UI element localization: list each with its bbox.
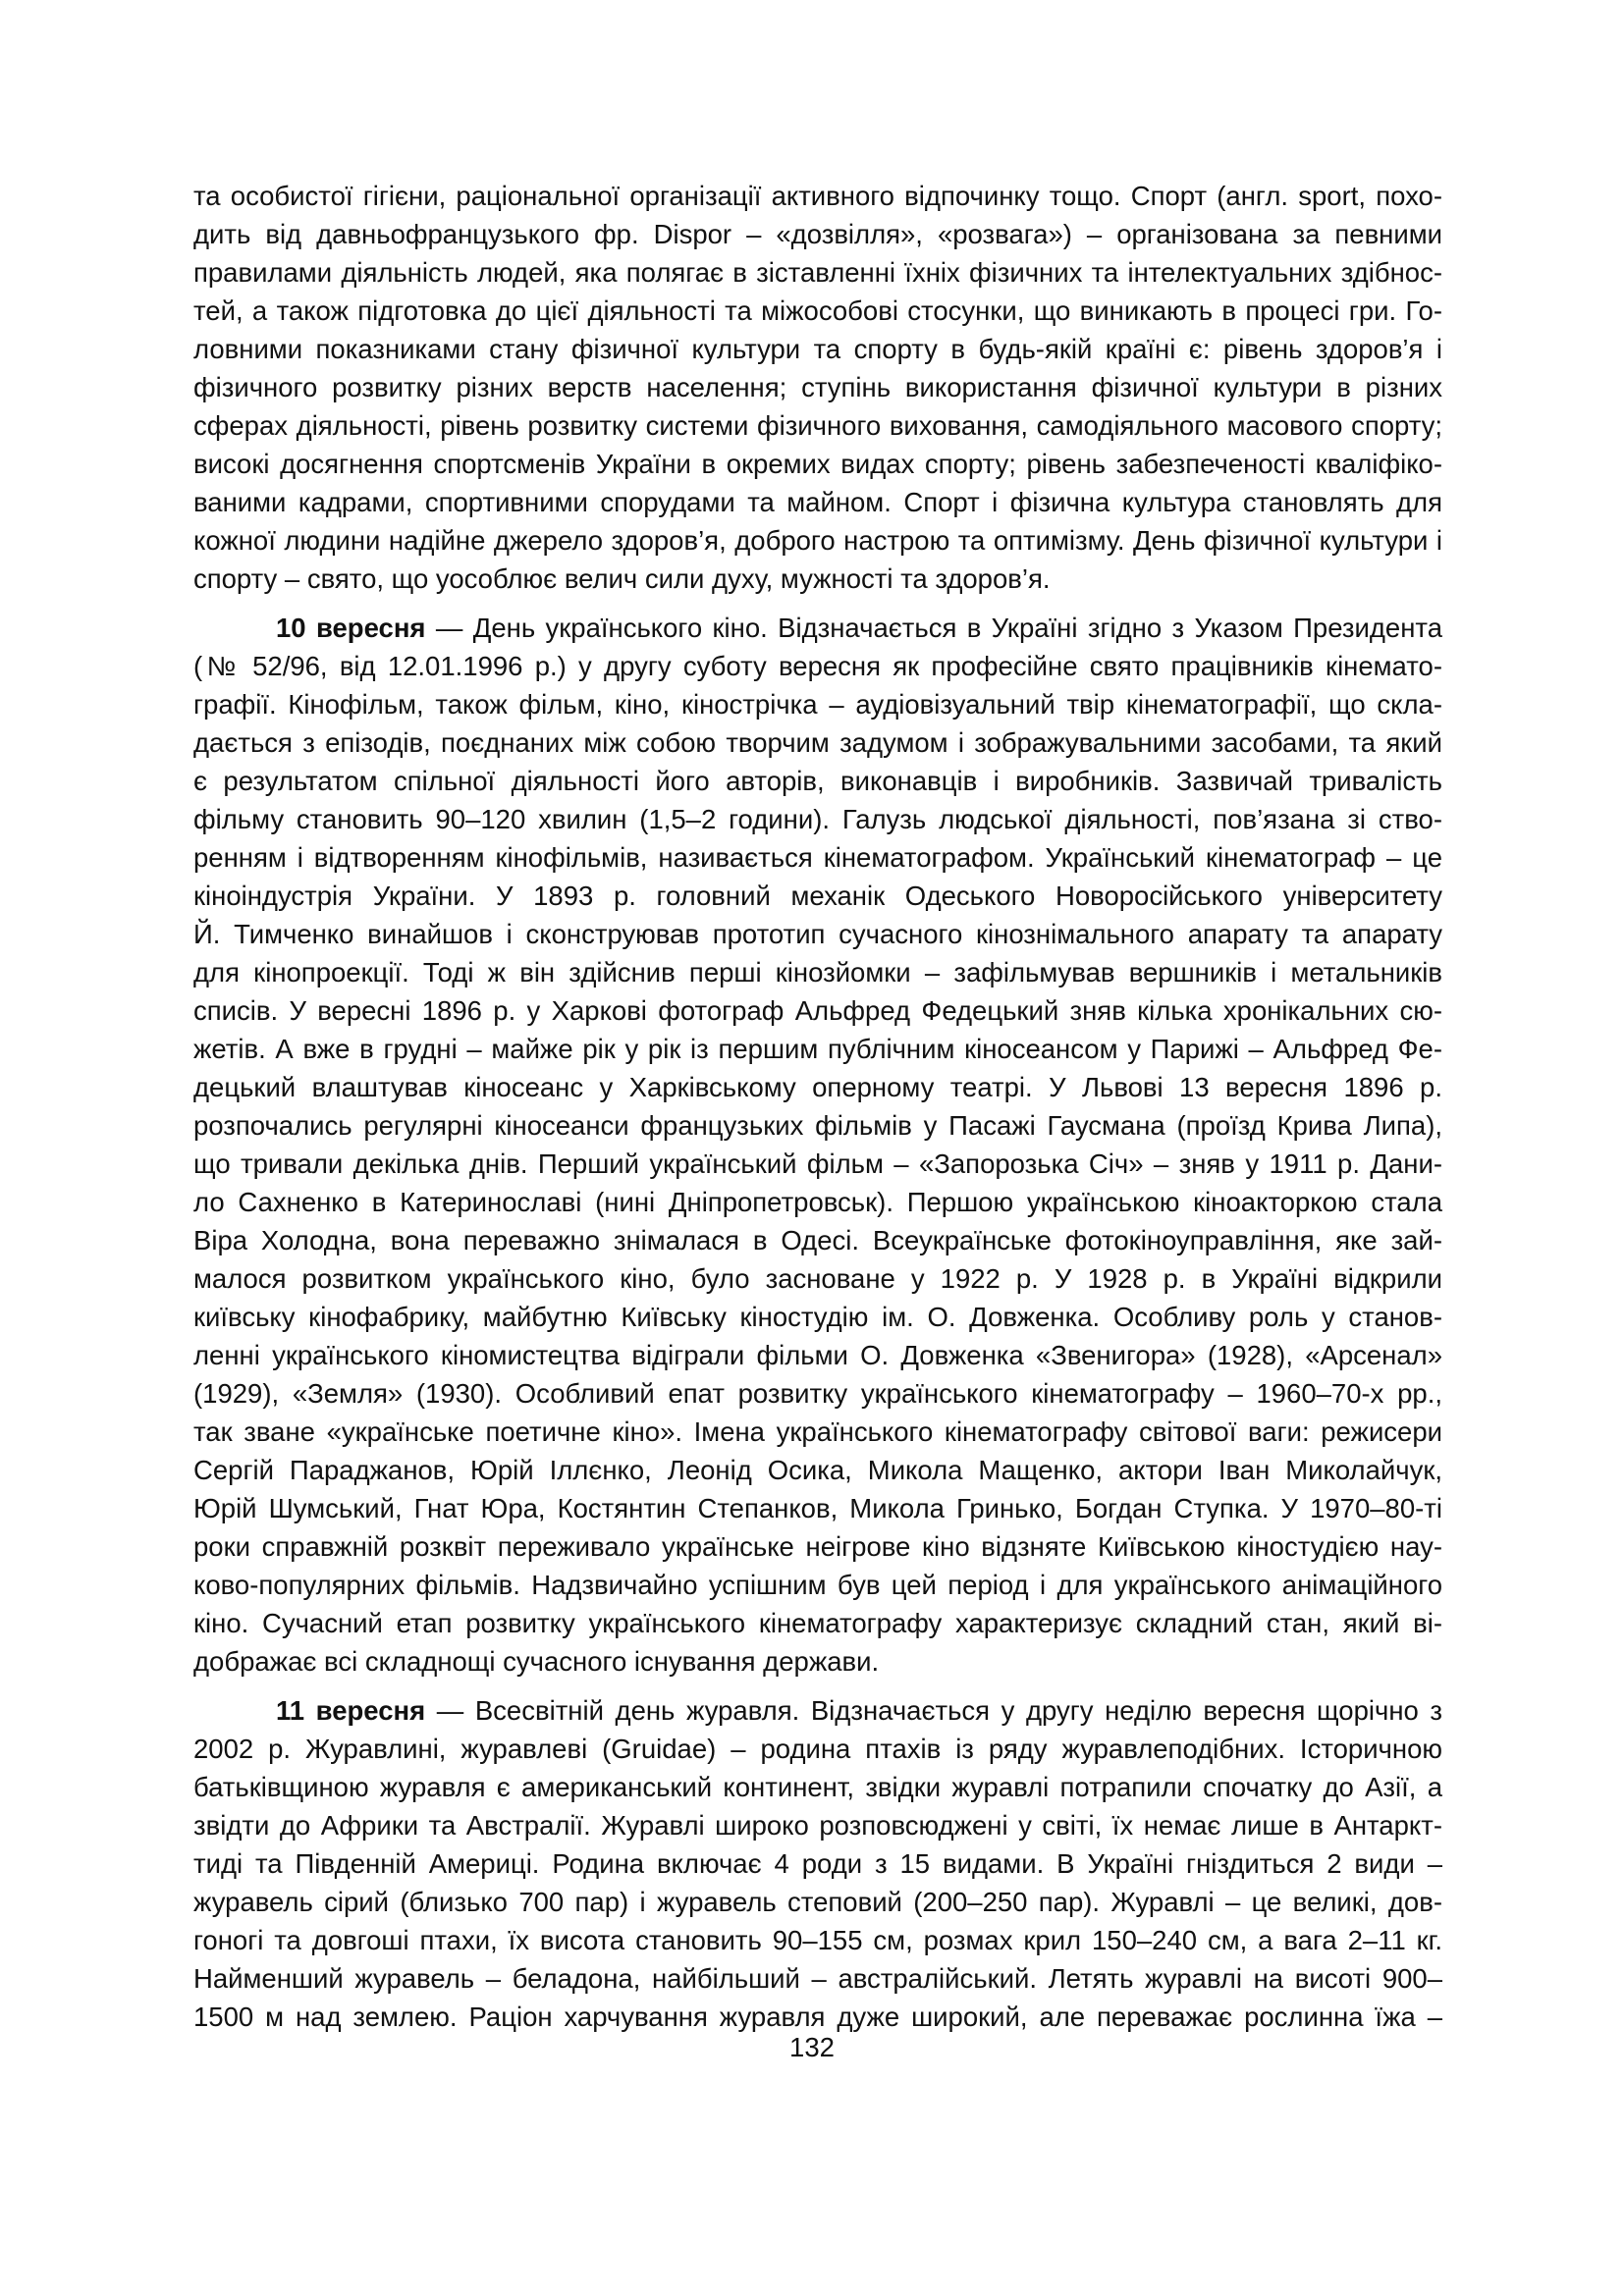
text-line (193, 800, 1442, 838)
paragraph (193, 1691, 1442, 2036)
text-line (193, 1604, 1442, 1642)
line-text: 1500 м над землею. Раціон харчування журавля дуже широкий, але переважає рослинна їжа – (193, 2002, 1442, 2032)
line-text: списів. У вересні 1896 р. у Харкові фотограф Альфред Федецький зняв кілька хронікальних сю- (193, 995, 1442, 1026)
page-body (193, 177, 1442, 2036)
line-text: (№ 52/96, від 12.01.1996 р.) у другу суботу вересня як професійне свято працівників кінемато- (193, 651, 1442, 681)
text-line (193, 1183, 1442, 1221)
line-text: так зване «українське поетичне кіно». Імена українського кінематографу світової ваги: режисери (193, 1416, 1442, 1447)
text-line (193, 1642, 1442, 1681)
text-line (193, 953, 1442, 991)
text-line (193, 1106, 1442, 1145)
paragraph (193, 609, 1442, 1681)
line-text: графії. Кінофільм, також фільм, кіно, кінострічка – аудіовізуальний твір кінематографії, що скла- (193, 689, 1442, 720)
text-line (193, 1921, 1442, 1959)
text-line (193, 915, 1442, 953)
text-line (193, 723, 1442, 762)
line-text: роки справжній розквіт переживало українське неігрове кіно відзняте Київською кіностудією нау- (193, 1531, 1442, 1562)
text-line (193, 1413, 1442, 1451)
line-text: дображає всі складнощі сучасного існування держави. (193, 1646, 880, 1677)
text-line (193, 177, 1442, 215)
line-text: є результатом спільної діяльності його авторів, виконавців і виробників. Зазвичай тривалість (193, 766, 1442, 796)
text-line (193, 1145, 1442, 1183)
text-line (193, 560, 1442, 598)
text-line (193, 215, 1442, 253)
text-line (193, 1527, 1442, 1566)
line-text: Сергій Параджанов, Юрій Іллєнко, Леонід Осика, Микола Мащенко, актори Іван Миколайчук, (193, 1455, 1442, 1485)
date-heading: 10 вересня (276, 613, 426, 643)
line-text: малося розвитком українського кіно, було засноване у 1922 р. У 1928 р. в Україні відкрили (193, 1263, 1442, 1294)
line-text: правилами діяльність людей, яка полягає в зіставленні їхніх фізичних та інтелектуальних здібнос- (193, 257, 1442, 288)
line-text: спорту – свято, що уособлює велич сили духу, мужності та здоров’я. (193, 563, 1051, 594)
text-line (193, 838, 1442, 877)
line-text: — Всесвітній день журавля. Відзначається у другу неділю вересня щорічно з (425, 1695, 1442, 1726)
text-line (193, 1068, 1442, 1106)
line-text: ково-популярних фільмів. Надзвичайно успішним був цей період і для українського анімаційного (193, 1570, 1442, 1600)
text-line (193, 762, 1442, 800)
line-text: Віра Холодна, вона переважно знімалася в Одесі. Всеукраїнське фотокіноуправління, яке зай- (193, 1225, 1442, 1255)
line-text: Й. Тимченко винайшов і сконструював прототип сучасного кінознімального апарату та апарату (193, 919, 1442, 949)
line-text: київську кінофабрику, майбутню Київську кіностудію ім. О. Довженка. Особливу роль у станов- (193, 1302, 1442, 1332)
line-text: та особистої гігієни, раціональної організації активного відпочинку тощо. Спорт (англ. sport, похо- (193, 181, 1442, 211)
text-line (193, 1259, 1442, 1298)
line-text: звідти до Африки та Австралії. Журавлі широко розповсюджені у світі, їх немає лише в Антаркт- (193, 1810, 1442, 1841)
line-text: децький влаштував кіносеанс у Харківському оперному театрі. У Львові 13 вересня 1896 р. (193, 1072, 1442, 1102)
text-line (193, 1221, 1442, 1259)
line-text: Найменший журавель – беладона, найбільший – австралійський. Летять журавлі на висоті 900– (193, 1963, 1442, 1994)
line-text: що тривали декілька днів. Перший український фільм – «Запорозька Січ» – зняв у 1911 р. Дани- (193, 1148, 1442, 1179)
text-line (193, 521, 1442, 560)
text-line (193, 685, 1442, 723)
text-line (193, 1883, 1442, 1921)
line-text: (1929), «Земля» (1930). Особливий епат розвитку українського кінематографу – 1960–70-х рр., (193, 1378, 1442, 1409)
line-text: сферах діяльності, рівень розвитку системи фізичного виховання, самодіяльного масового спорту; (193, 410, 1442, 441)
text-line (193, 1959, 1442, 1998)
text-line (193, 1730, 1442, 1768)
line-text: ловними показниками стану фізичної культури та спорту в будь-якій країні є: рівень здоров’я і (193, 334, 1442, 364)
line-text: фізичного розвитку різних верств населення; ступінь використання фізичної культури в різних (193, 372, 1442, 402)
line-text: Юрій Шумський, Гнат Юра, Костянтин Степанков, Микола Гринько, Богдан Ступка. У 1970–80-ті (193, 1493, 1442, 1523)
line-text: дається з епізодів, поєднаних між собою творчим задумом і зображувальними засобами, та який (193, 727, 1442, 758)
line-text: — День українського кіно. Відзначається в Україні згідно з Указом Президента (425, 613, 1442, 643)
text-line (193, 609, 1442, 647)
text-line (193, 1806, 1442, 1844)
line-text: високі досягнення спортсменів України в окремих видах спорту; рівень забезпеченості кваліфіко- (193, 449, 1442, 479)
line-text: тиді та Південній Америці. Родина включає 4 роди з 15 видами. В Україні гніздиться 2 види – (193, 1848, 1442, 1879)
line-text: кіно. Сучасний етап розвитку українського кінематографу характеризує складний стан, який ві- (193, 1608, 1442, 1638)
line-text: ло Сахненко в Катеринославі (нині Дніпропетровськ). Першою українською кіноакторкою стала (193, 1187, 1442, 1217)
line-text: ленні українського кіномистецтва відіграли фільми О. Довженка «Звенигора» (1928), «Арсенал» (193, 1340, 1442, 1370)
line-text: кожної людини надійне джерело здоров’я, доброго настрою та оптимізму. День фізичної культури і (193, 525, 1442, 556)
line-text: тей, а також підготовка до цієї діяльності та міжособові стосунки, що виникають в процесі гри. Го- (193, 295, 1442, 326)
text-line (193, 1451, 1442, 1489)
text-line (193, 292, 1442, 330)
text-line (193, 483, 1442, 521)
line-text: ваними кадрами, спортивними спорудами та майном. Спорт і фізична культура становлять для (193, 487, 1442, 517)
text-line (193, 253, 1442, 292)
text-line (193, 1691, 1442, 1730)
text-line (193, 368, 1442, 406)
page-number: 132 (789, 2032, 835, 2062)
text-line (193, 1336, 1442, 1374)
line-text: кіноіндустрія України. У 1893 р. головний механік Одеського Новоросійського університету (193, 881, 1442, 911)
text-line (193, 1998, 1442, 2036)
line-text: фільму становить 90–120 хвилин (1,5–2 години). Галузь людської діяльності, пов’язана зі ство- (193, 804, 1442, 834)
line-text: журавель сірий (близько 700 пар) і журавель степовий (200–250 пар). Журавлі – це великі, дов- (193, 1887, 1442, 1917)
line-text: розпочались регулярні кіносеанси французьких фільмів у Пасажі Гаусмана (проїзд Крива Липа), (193, 1110, 1442, 1141)
line-text: батьківщиною журавля є американський континент, звідки журавлі потрапили спочатку до Азії, а (193, 1772, 1442, 1802)
text-line (193, 877, 1442, 915)
line-text: жетів. А вже в грудні – майже рік у рік із першим публічним кіносеансом у Парижі – Альфред Фе- (193, 1034, 1442, 1064)
text-line (193, 1030, 1442, 1068)
line-text: ренням і відтворенням кінофільмів, називається кінематографом. Український кінематограф – це (193, 842, 1442, 873)
paragraph (193, 177, 1442, 598)
text-line (193, 1298, 1442, 1336)
date-heading: 11 вересня (276, 1695, 426, 1726)
text-line (193, 445, 1442, 483)
text-line (193, 1374, 1442, 1413)
line-text: 2002 р. Журавлині, журавлеві (Gruidae) – родина птахів із ряду журавлеподібних. Історичною (193, 1734, 1442, 1764)
text-line (193, 991, 1442, 1030)
text-line (193, 1844, 1442, 1883)
line-text: гоногі та довгоші птахи, їх висота становить 90–155 см, розмах крил 150–240 см, а вага 2–11 кг. (193, 1925, 1442, 1955)
text-line (193, 330, 1442, 368)
text-line (193, 1489, 1442, 1527)
document-text (193, 177, 1442, 2036)
text-line (193, 647, 1442, 685)
text-line (193, 1768, 1442, 1806)
text-line (193, 1566, 1442, 1604)
line-text: дить від давньофранцузького фр. Dispor – «дозвілля», «розвага») – організована за певними (193, 219, 1442, 249)
text-line (193, 406, 1442, 445)
line-text: для кінопроекції. Тоді ж він здійснив перші кінозйомки – зафільмував вершників і метальників (193, 957, 1442, 988)
